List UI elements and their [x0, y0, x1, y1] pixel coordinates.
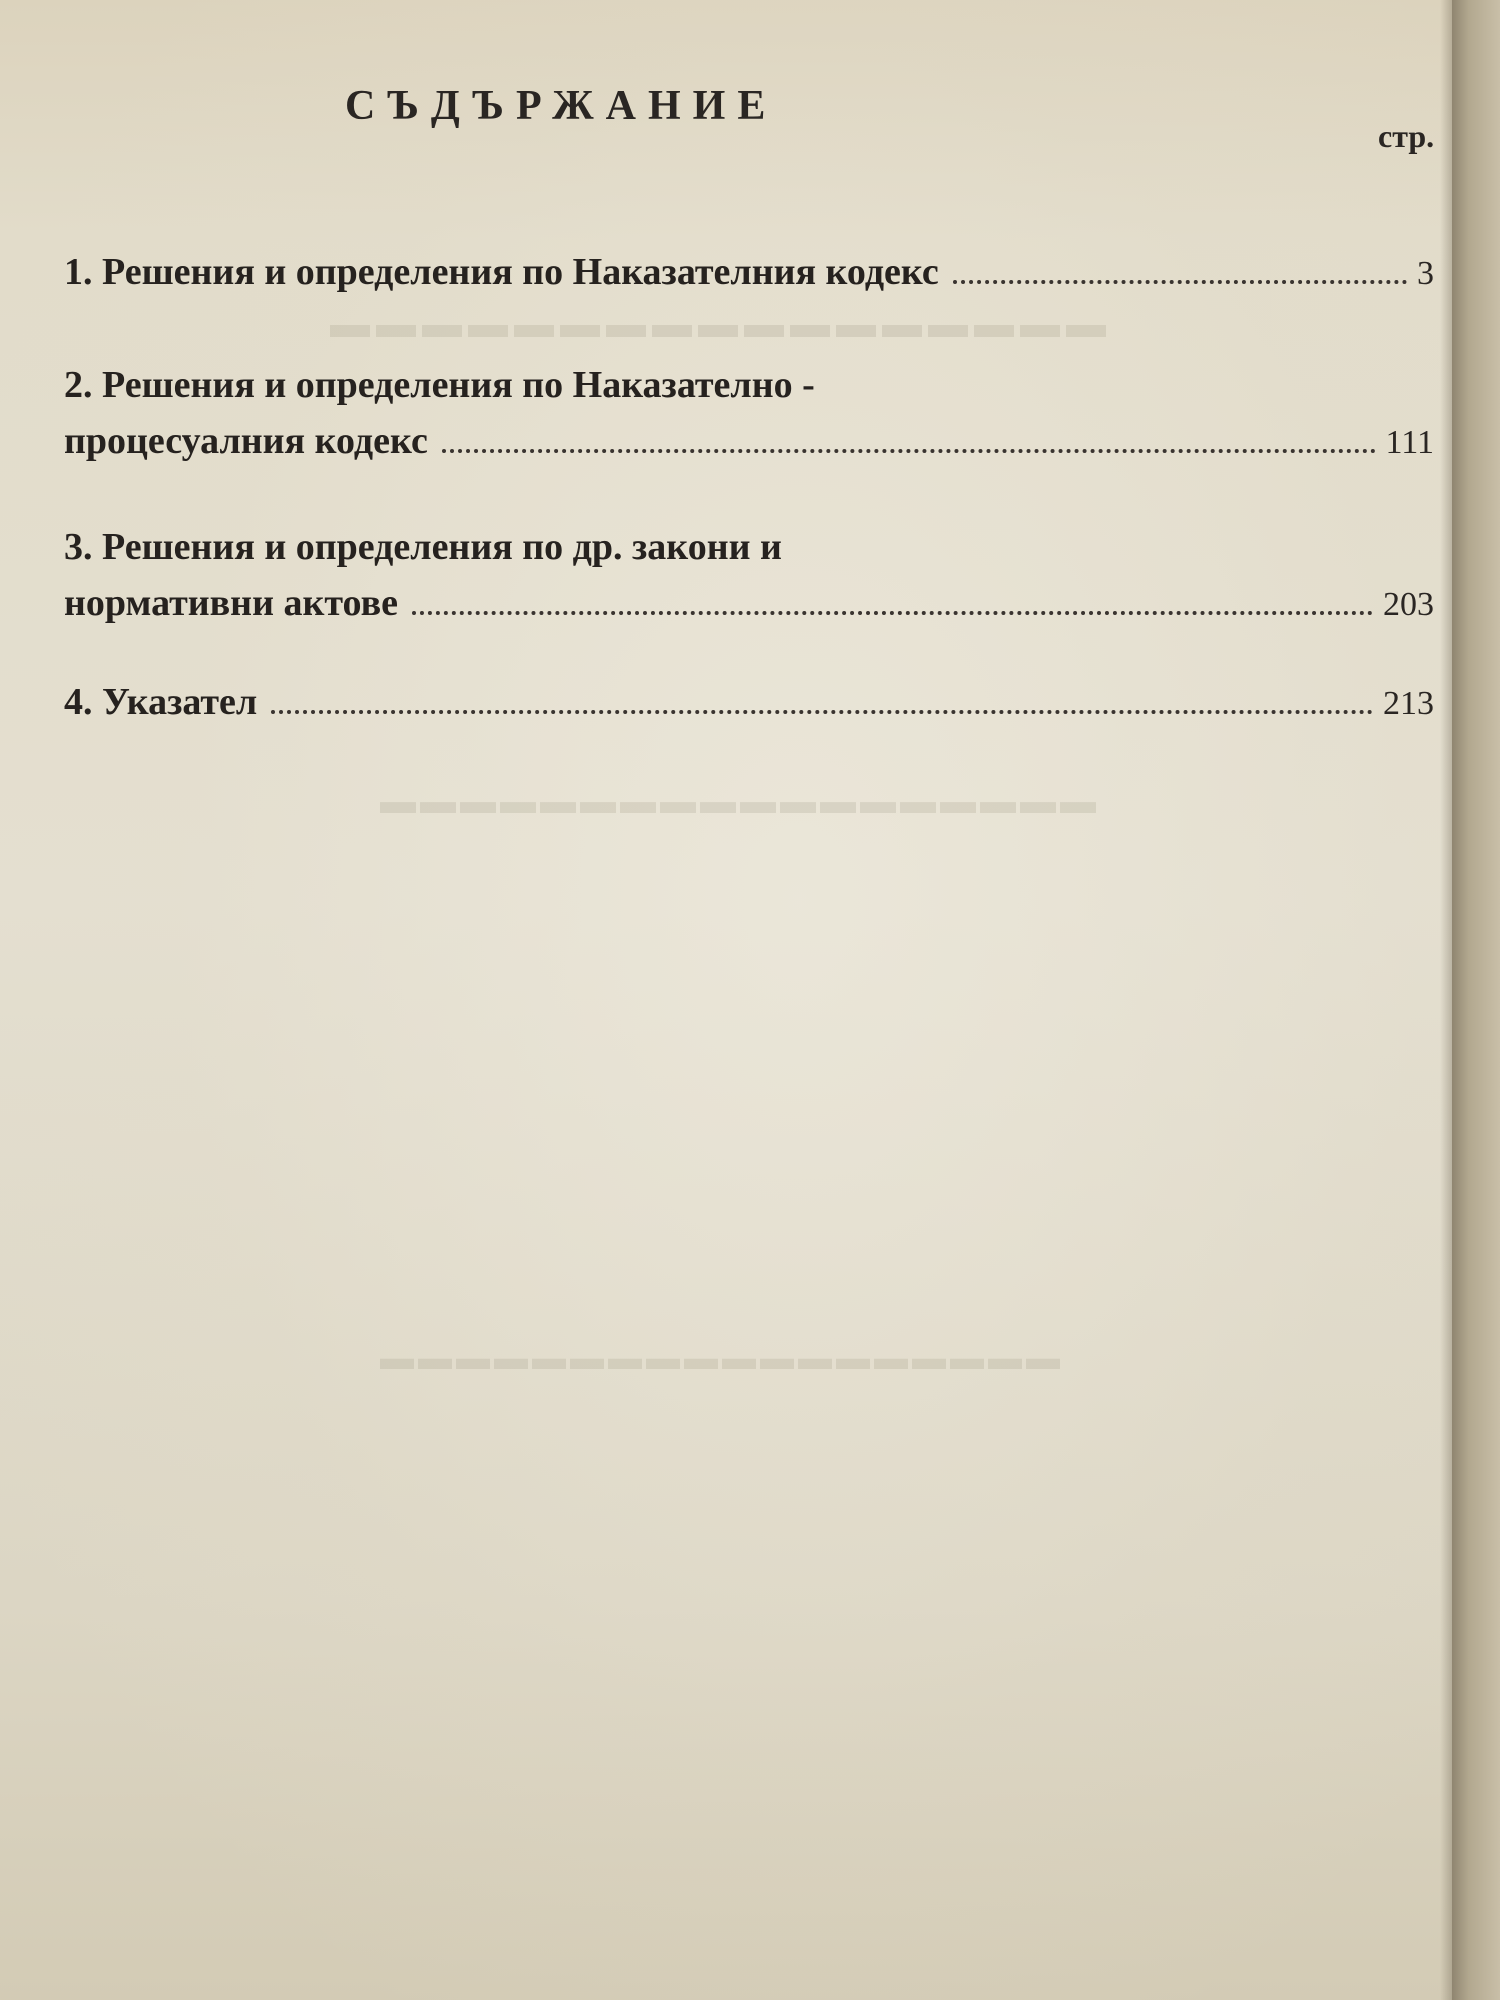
- toc-entry-text: 1. Решения и определения по Наказателния кодекс: [64, 251, 939, 293]
- toc-entry-text: 2. Решения и определения по Наказателно -: [64, 364, 815, 406]
- dot-leader: [412, 611, 1373, 615]
- page-title: СЪДЪРЖАНИЕ: [345, 83, 778, 129]
- toc-entry: [64, 250, 1434, 306]
- toc-entry-text: нормативни актове: [64, 582, 398, 624]
- bleed-through-decoration: ▬▬▬▬▬▬▬▬▬▬▬▬▬▬▬▬▬▬: [380, 781, 1100, 821]
- toc-line: [64, 250, 1434, 306]
- toc-entry-text: 4. Указател: [64, 681, 258, 723]
- toc-page-number: 3: [1417, 255, 1434, 292]
- page-number-column-label: стр.: [1378, 118, 1435, 154]
- toc-page-number: 203: [1383, 586, 1434, 623]
- toc-entry: [64, 680, 1434, 736]
- bleed-through-decoration: ▬▬▬▬▬▬▬▬▬▬▬▬▬▬▬▬▬: [330, 301, 1112, 346]
- toc-page-number: 213: [1383, 685, 1434, 722]
- toc-entry-text: процесуалния кодекс: [64, 420, 428, 462]
- toc-line: [64, 581, 1434, 637]
- toc-line: [64, 363, 1434, 419]
- toc-line: [64, 419, 1434, 475]
- dot-leader: [271, 710, 1373, 714]
- toc-page-number: 111: [1385, 424, 1434, 461]
- dot-leader: [442, 449, 1376, 453]
- bleed-through-decoration: ▬▬▬▬▬▬▬▬▬▬▬▬▬▬▬▬▬▬: [380, 1340, 1064, 1377]
- toc-line: [64, 525, 1434, 581]
- toc-line: [64, 680, 1434, 736]
- toc-entry: [64, 525, 1434, 637]
- toc-entry: [64, 363, 1434, 475]
- book-gutter: [1452, 0, 1500, 2000]
- toc-entry-text: 3. Решения и определения по др. закони и: [64, 526, 782, 568]
- dot-leader: [953, 280, 1407, 284]
